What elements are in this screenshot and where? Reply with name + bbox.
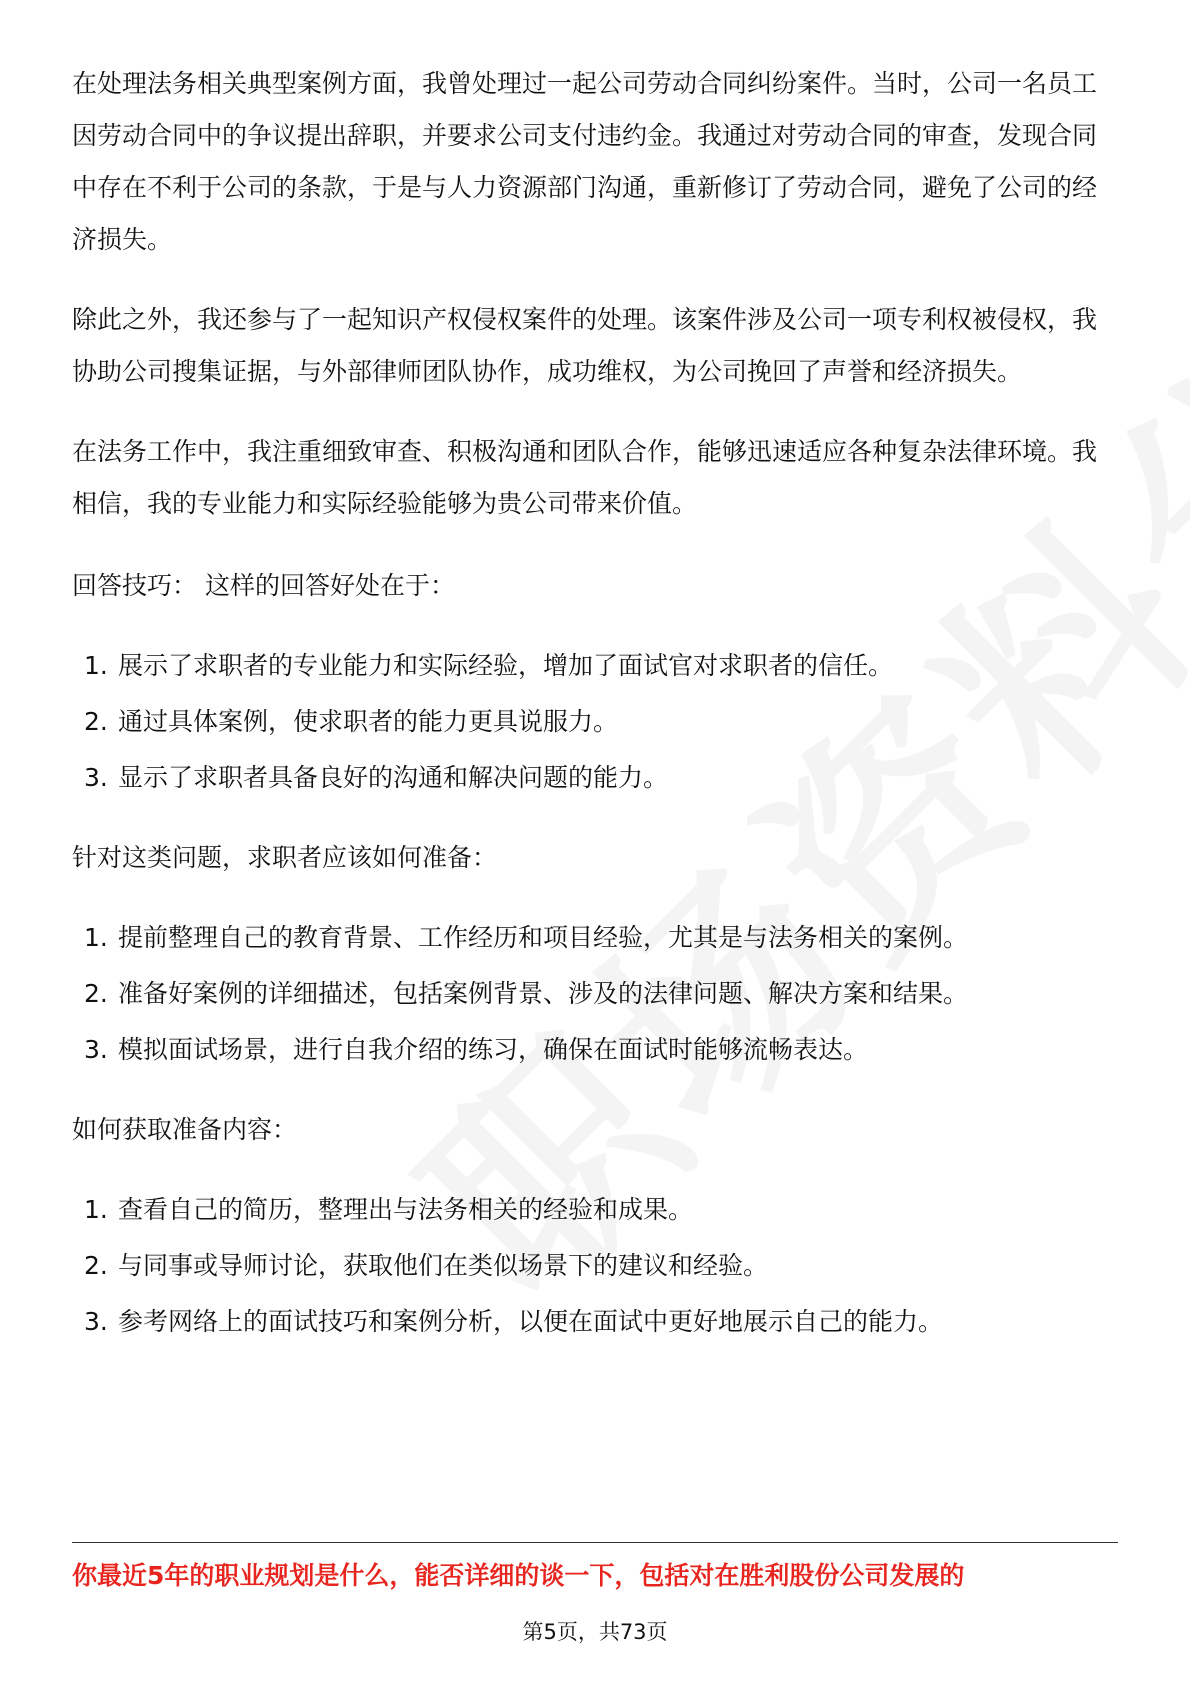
list-number: 3. bbox=[84, 1307, 108, 1336]
list-text: 模拟面试场景，进行自我介绍的练习，确保在面试时能够流畅表达。 bbox=[118, 1035, 869, 1064]
paragraph-case-ip: 除此之外，我还参与了一起知识产权侵权案件的处理。该案件涉及公司一项专利权被侵权，我协助公司搜集证据，与外部律师团队协作，成功维权，为公司挽回了声誉和经济损失。 bbox=[72, 305, 1098, 386]
list-number: 1. bbox=[84, 923, 108, 952]
list-item bbox=[72, 694, 1118, 750]
prepare-heading: 针对这类问题，求职者应该如何准备： bbox=[72, 843, 498, 872]
list-item bbox=[72, 1022, 1118, 1078]
list-number: 2. bbox=[84, 707, 108, 736]
prepare-list bbox=[72, 910, 1118, 1078]
list-text: 展示了求职者的专业能力和实际经验，增加了面试官对求职者的信任。 bbox=[118, 651, 894, 680]
list-item bbox=[72, 966, 1118, 1022]
obtain-heading: 如何获取准备内容： bbox=[72, 1115, 298, 1144]
list-number: 1. bbox=[84, 651, 108, 680]
list-number: 2. bbox=[84, 979, 108, 1008]
tips-list bbox=[72, 638, 1118, 806]
list-text: 与同事或导师讨论，获取他们在类似场景下的建议和经验。 bbox=[118, 1251, 769, 1280]
document-body bbox=[72, 58, 1118, 1376]
next-question-heading: 你最近5年的职业规划是什么，能否详细的谈一下，包括对在胜利股份公司发展的 bbox=[72, 1561, 965, 1590]
paragraph-case-labor: 在处理法务相关典型案例方面，我曾处理过一起公司劳动合同纠纷案件。当时，公司一名员工因劳动合同中的争议提出辞职，并要求公司支付违约金。我通过对劳动合同的审查，发现合同中存在不利于公司的条款，于是与人力资源部门沟通，重新修订了劳动合同，避免了公司的经济损失。 bbox=[72, 69, 1098, 254]
list-text: 准备好案例的详细描述，包括案例背景、涉及的法律问题、解决方案和结果。 bbox=[118, 979, 969, 1008]
obtain-list bbox=[72, 1182, 1118, 1350]
list-text: 提前整理自己的教育背景、工作经历和项目经验，尤其是与法务相关的案例。 bbox=[118, 923, 969, 952]
list-item bbox=[72, 1238, 1118, 1294]
list-number: 2. bbox=[84, 1251, 108, 1280]
paragraph-summary: 在法务工作中，我注重细致审查、积极沟通和团队合作，能够迅速适应各种复杂法律环境。我相信，我的专业能力和实际经验能够为贵公司带来价值。 bbox=[72, 437, 1098, 518]
list-number: 1. bbox=[84, 1195, 108, 1224]
list-number: 3. bbox=[84, 763, 108, 792]
list-item bbox=[72, 638, 1118, 694]
list-item bbox=[72, 1182, 1118, 1238]
list-number: 3. bbox=[84, 1035, 108, 1064]
list-text: 显示了求职者具备良好的沟通和解决问题的能力。 bbox=[118, 763, 669, 792]
section-divider bbox=[72, 1542, 1118, 1543]
list-item bbox=[72, 1294, 1118, 1350]
list-text: 查看自己的简历，整理出与法务相关的经验和成果。 bbox=[118, 1195, 694, 1224]
list-item bbox=[72, 910, 1118, 966]
page-number: 第5页，共73页 bbox=[522, 1620, 668, 1644]
tips-heading: 回答技巧： 这样的回答好处在于： bbox=[72, 571, 455, 600]
list-text: 通过具体案例，使求职者的能力更具说服力。 bbox=[118, 707, 619, 736]
list-item bbox=[72, 750, 1118, 806]
list-text: 参考网络上的面试技巧和案例分析，以便在面试中更好地展示自己的能力。 bbox=[118, 1307, 944, 1336]
